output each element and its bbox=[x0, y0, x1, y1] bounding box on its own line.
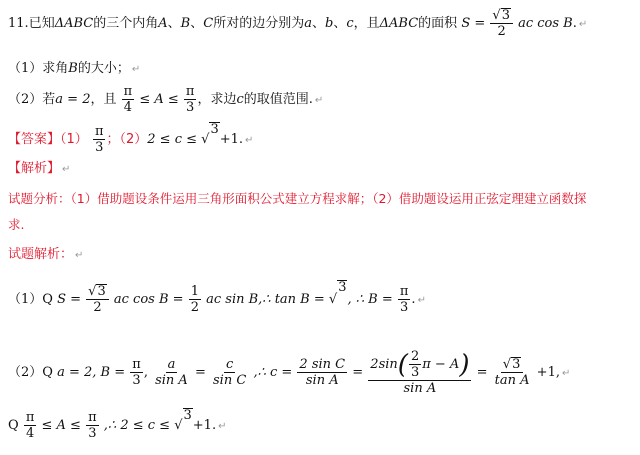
s1-because: Q bbox=[42, 292, 53, 307]
solution-step-2 bbox=[8, 348, 570, 399]
analysis-header: 【解析】 bbox=[8, 161, 61, 176]
s2-eq1: = bbox=[194, 365, 206, 380]
q-area-s: S = bbox=[461, 16, 486, 31]
q-angle-b: B bbox=[180, 16, 191, 31]
q-text-3: 所对的边分别为 bbox=[213, 16, 305, 31]
s2-because: Q bbox=[42, 365, 53, 380]
paragraph-mark-icon: ↵ bbox=[131, 64, 141, 75]
answer-range: 2 ≤ c ≤ bbox=[147, 132, 197, 147]
p1-tail: 的大小； bbox=[77, 61, 130, 76]
paragraph-mark-icon: ↵ bbox=[62, 164, 71, 175]
answer-header: 【答案】 bbox=[8, 132, 61, 147]
s1-acs: ac sin B,∴ tan B = bbox=[206, 292, 325, 307]
analysis-line-1: 试题分析：（1）借助题设条件运用三角形面积公式建立方程求解；（2）借助题设运用正弦定理建立函数探 bbox=[8, 191, 587, 206]
q-triangle: ΔABC bbox=[54, 16, 94, 31]
s2-frac-4: 2sin ( $\frac{2}{3}$ π − A ) sin A bbox=[370, 349, 470, 396]
q-denominator: 2 bbox=[497, 24, 506, 39]
s2-cres: ,∴ c = bbox=[253, 365, 293, 380]
q-side-b: b bbox=[324, 16, 334, 31]
q-text-2: 的三个内角 bbox=[93, 16, 159, 31]
q-angle-a: A bbox=[158, 16, 168, 31]
analysis-line-2: 求. bbox=[8, 217, 25, 232]
q-side-c: c bbox=[346, 16, 354, 31]
answer-end: +1. bbox=[219, 132, 244, 147]
q-side-a: a bbox=[304, 16, 312, 31]
s1-sqrt: √ 3 bbox=[328, 280, 347, 307]
paragraph-mark-icon: ↵ bbox=[417, 295, 426, 306]
s2-eq2: = bbox=[352, 365, 364, 380]
s2-frac-5: √ 3 tan A bbox=[494, 357, 530, 388]
p2-tail: ，求边 bbox=[197, 92, 237, 107]
p2-comma: ，且 bbox=[90, 92, 117, 107]
s2-comma: , bbox=[143, 365, 148, 380]
p2-ineq: ≤ A ≤ bbox=[139, 92, 179, 107]
part1-line bbox=[8, 60, 140, 79]
p1-label: （1）求角 bbox=[8, 61, 69, 76]
p2-frac-2: $\frac{\pi}{3}$ bbox=[185, 84, 195, 115]
s3-frac-2: $\frac{\pi}{3}$ bbox=[88, 410, 97, 441]
answer-sqrt: √ 3 bbox=[201, 122, 219, 147]
s3-result: ,∴ 2 ≤ c ≤ bbox=[103, 418, 171, 433]
answer-frac: $\frac{\pi}{3}$ bbox=[94, 124, 104, 155]
solution-header: 试题解析： bbox=[8, 247, 74, 262]
paragraph-mark-icon: ↵ bbox=[75, 250, 84, 261]
answer-sep: ；（2） bbox=[106, 132, 148, 147]
p1-angle-b: B bbox=[68, 61, 78, 76]
q-text-5: 的面积 bbox=[418, 16, 458, 31]
paragraph-mark-icon: ↵ bbox=[245, 135, 254, 146]
s2-eq3: = bbox=[476, 365, 488, 380]
s2-end: +1, bbox=[536, 365, 560, 380]
s2-frac-c: $\frac{c}{\text{sin C}}$ bbox=[213, 357, 247, 388]
s1-frac-3: $\frac{\pi}{3}$ bbox=[399, 284, 409, 315]
q-fraction: √ 3 2 bbox=[490, 8, 513, 39]
q-sep: 、 bbox=[311, 16, 325, 31]
s2-label: （2） bbox=[8, 365, 43, 380]
question-line bbox=[8, 4, 587, 45]
p2-eq: a = 2 bbox=[55, 92, 91, 107]
q-dot: . bbox=[572, 16, 577, 31]
q-triangle: ΔABC bbox=[379, 16, 419, 31]
q-sep: 、 bbox=[167, 16, 181, 31]
solution-step-3 bbox=[8, 408, 226, 445]
q-text-4: ，且 bbox=[353, 16, 380, 31]
paragraph-mark-icon: ↵ bbox=[561, 368, 571, 379]
s3-frac-1: $\frac{\pi}{4}$ bbox=[25, 410, 35, 441]
q-sqrt-value: 3 bbox=[501, 8, 510, 23]
paragraph-mark-icon: ↵ bbox=[314, 95, 324, 106]
paragraph-mark-icon: ↵ bbox=[578, 19, 588, 30]
s1-frac-1: √ 3 2 bbox=[86, 284, 109, 315]
s3-sqrt: √ 3 bbox=[174, 408, 192, 433]
s1-acc: ac cos B = bbox=[113, 292, 184, 307]
solution-step-1 bbox=[8, 280, 426, 321]
answer-line bbox=[8, 122, 253, 159]
s1-frac-2: $\frac{1}{2}$ bbox=[190, 284, 199, 315]
s1-dot: . bbox=[411, 292, 416, 307]
q-angle-c: C bbox=[203, 16, 214, 31]
solution-header-line bbox=[8, 246, 83, 265]
q-sep: 、 bbox=[190, 16, 204, 31]
s3-end: +1. bbox=[192, 418, 217, 433]
s2-given: a = 2, B = bbox=[57, 365, 126, 380]
q-number: 11. bbox=[8, 16, 29, 31]
s2-frac-a: $\frac{a}{\text{sin A}}$ bbox=[155, 357, 188, 388]
q-text-1: 已知 bbox=[28, 16, 55, 31]
q-sep: 、 bbox=[333, 16, 347, 31]
s3-because: Q bbox=[8, 418, 19, 433]
p2-label: （2）若 bbox=[8, 92, 56, 107]
analysis-header-line bbox=[8, 160, 70, 179]
p2-tail2: 的取值范围. bbox=[243, 92, 313, 107]
part2-line bbox=[8, 82, 323, 119]
q-expression: ac cos B bbox=[518, 16, 573, 31]
paragraph-mark-icon: ↵ bbox=[218, 421, 227, 432]
answer-part1-label: （1） bbox=[60, 132, 88, 147]
s1-label: （1） bbox=[8, 292, 43, 307]
s1-so: , ∴ B = bbox=[347, 292, 393, 307]
s3-ineq: ≤ A ≤ bbox=[41, 418, 81, 433]
s1-area: S = bbox=[57, 292, 82, 307]
s2-frac-3: $\frac{\text{2 sin C}}{\text{sin A}}$ bbox=[299, 357, 346, 388]
s2-frac-b: $\frac{\pi}{3}$ bbox=[132, 357, 141, 388]
p2-frac-1: $\frac{\pi}{4}$ bbox=[123, 84, 133, 115]
p2-side-c: c bbox=[236, 92, 244, 107]
